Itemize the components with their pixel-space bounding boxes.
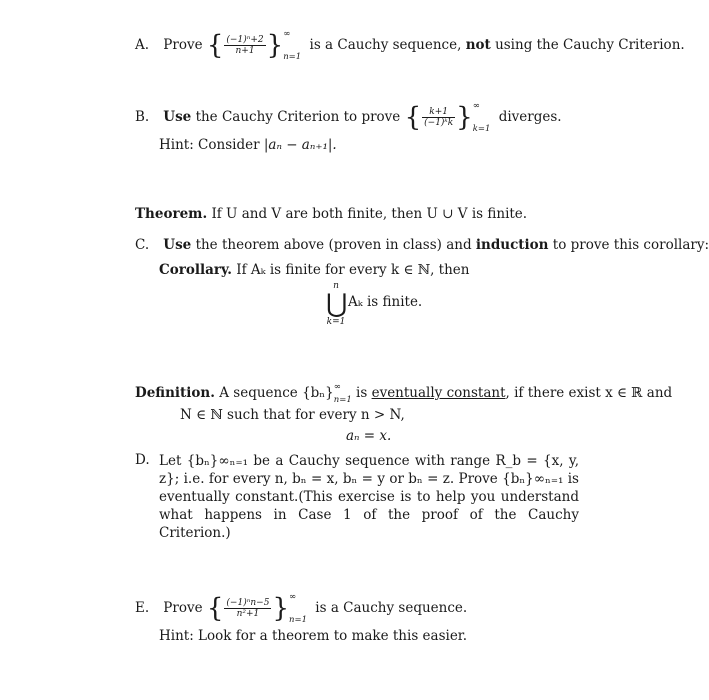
definition-seq-sup: ∞ [333,382,341,392]
part-b-limits [473,102,491,133]
part-c-text2: to prove this corollary: [552,237,709,253]
part-a-limits [283,30,301,61]
part-e-hint: Hint: Look for a theorem to make this easier. [159,628,468,644]
part-d-label: D. [135,452,150,468]
right-brace-icon: } [456,102,473,133]
part-a [135,30,685,61]
part-e-lim-sub: n=1 [288,614,307,625]
definition-seq-sub: n=1 [333,394,352,405]
part-b-fraction [422,107,455,129]
part-a-label: A. [135,37,150,53]
part-a-prove: Prove [163,37,203,53]
left-brace-icon: { [206,30,224,61]
part-e-lim-sup: ∞ [288,592,297,602]
definition-limits [334,383,352,404]
part-a-fraction [224,35,265,57]
theorem-title: Theorem. [135,206,208,222]
union-text: Aₖ is finite. [348,294,423,310]
part-b-use: Use [163,109,192,125]
part-a-lim-sub: n=1 [283,51,302,62]
part-b-label: B. [135,109,150,125]
union-top: n [333,281,339,291]
part-b-lim-sub: k=1 [472,123,491,134]
part-e-limits [289,593,307,624]
part-b [135,102,562,133]
left-brace-icon: { [206,593,224,624]
part-b-hint-prefix: Hint: Consider [159,137,260,153]
part-b-lim-sup: ∞ [472,101,480,111]
part-e-fraction [224,598,271,620]
part-b-text1: the Cauchy Criterion to prove [195,109,401,125]
part-a-not: not [465,37,491,53]
definition-text3: , if there exist x ∈ ℝ and [505,385,673,401]
right-brace-icon: } [272,593,289,624]
right-brace-icon: } [266,30,284,61]
part-e-frac-num: (−1)ⁿn−5 [226,597,270,608]
definition-text1: A sequence {bₙ} [219,385,334,401]
definition-equation: aₙ = x. [346,428,392,444]
part-b-hint-expr: |aₙ − aₙ₊₁|. [263,137,337,153]
definition [135,383,672,404]
part-d-text: Let {bₙ}∞ₙ₌₁ be a Cauchy sequence with range R_b = {x, y, z}; i.e. for every n, bₙ = x, bₙ = y or bₙ = z. Prove {bₙ}∞ₙ₌₁ is eventually constant.(This exercise is to help you understand what happens in Case 1 of the proof of the Cauchy Criterion.) [159,453,579,541]
part-c-induction: induction [475,237,549,253]
part-a-lim-sup: ∞ [283,29,291,39]
union-symbol-icon: ⋃ [326,289,348,319]
definition-underlined: eventually constant [371,385,506,401]
theorem-text: If U and V are both finite, then U ∪ V is finite. [211,206,528,222]
part-c-use: Use [163,237,192,253]
corollary [159,262,469,278]
part-a-text1: is a Cauchy sequence, [309,37,462,53]
part-e-label: E. [135,600,150,616]
part-e [135,593,467,624]
union-expression [326,281,346,327]
part-c-text1: the theorem above (proven in class) and [195,237,472,253]
part-a-frac-num: (−1)ⁿ+2 [226,34,264,45]
part-b-text2: diverges. [498,109,562,125]
part-a-frac-den: n+1 [235,46,255,56]
theorem [135,206,527,222]
part-c [135,237,709,253]
part-c-label: C. [135,237,150,253]
part-e-text1: is a Cauchy sequence. [315,600,468,616]
part-e-frac-den: n²+1 [236,609,260,619]
part-e-prove: Prove [163,600,203,616]
definition-line2: N ∈ ℕ such that for every n > N, [180,407,405,423]
left-brace-icon: { [404,102,422,133]
definition-text2: is [351,385,372,401]
definition-title: Definition. [135,385,215,401]
part-b-hint [159,137,337,153]
corollary-title: Corollary. [159,262,232,278]
corollary-text: If Aₖ is finite for every k ∈ ℕ, then [236,262,470,278]
part-a-text2: using the Cauchy Criterion. [495,37,685,53]
part-b-frac-den: (−1)ᵏk [424,118,454,128]
union-bottom: k=1 [326,317,346,327]
part-b-frac-num: k+1 [422,107,455,118]
